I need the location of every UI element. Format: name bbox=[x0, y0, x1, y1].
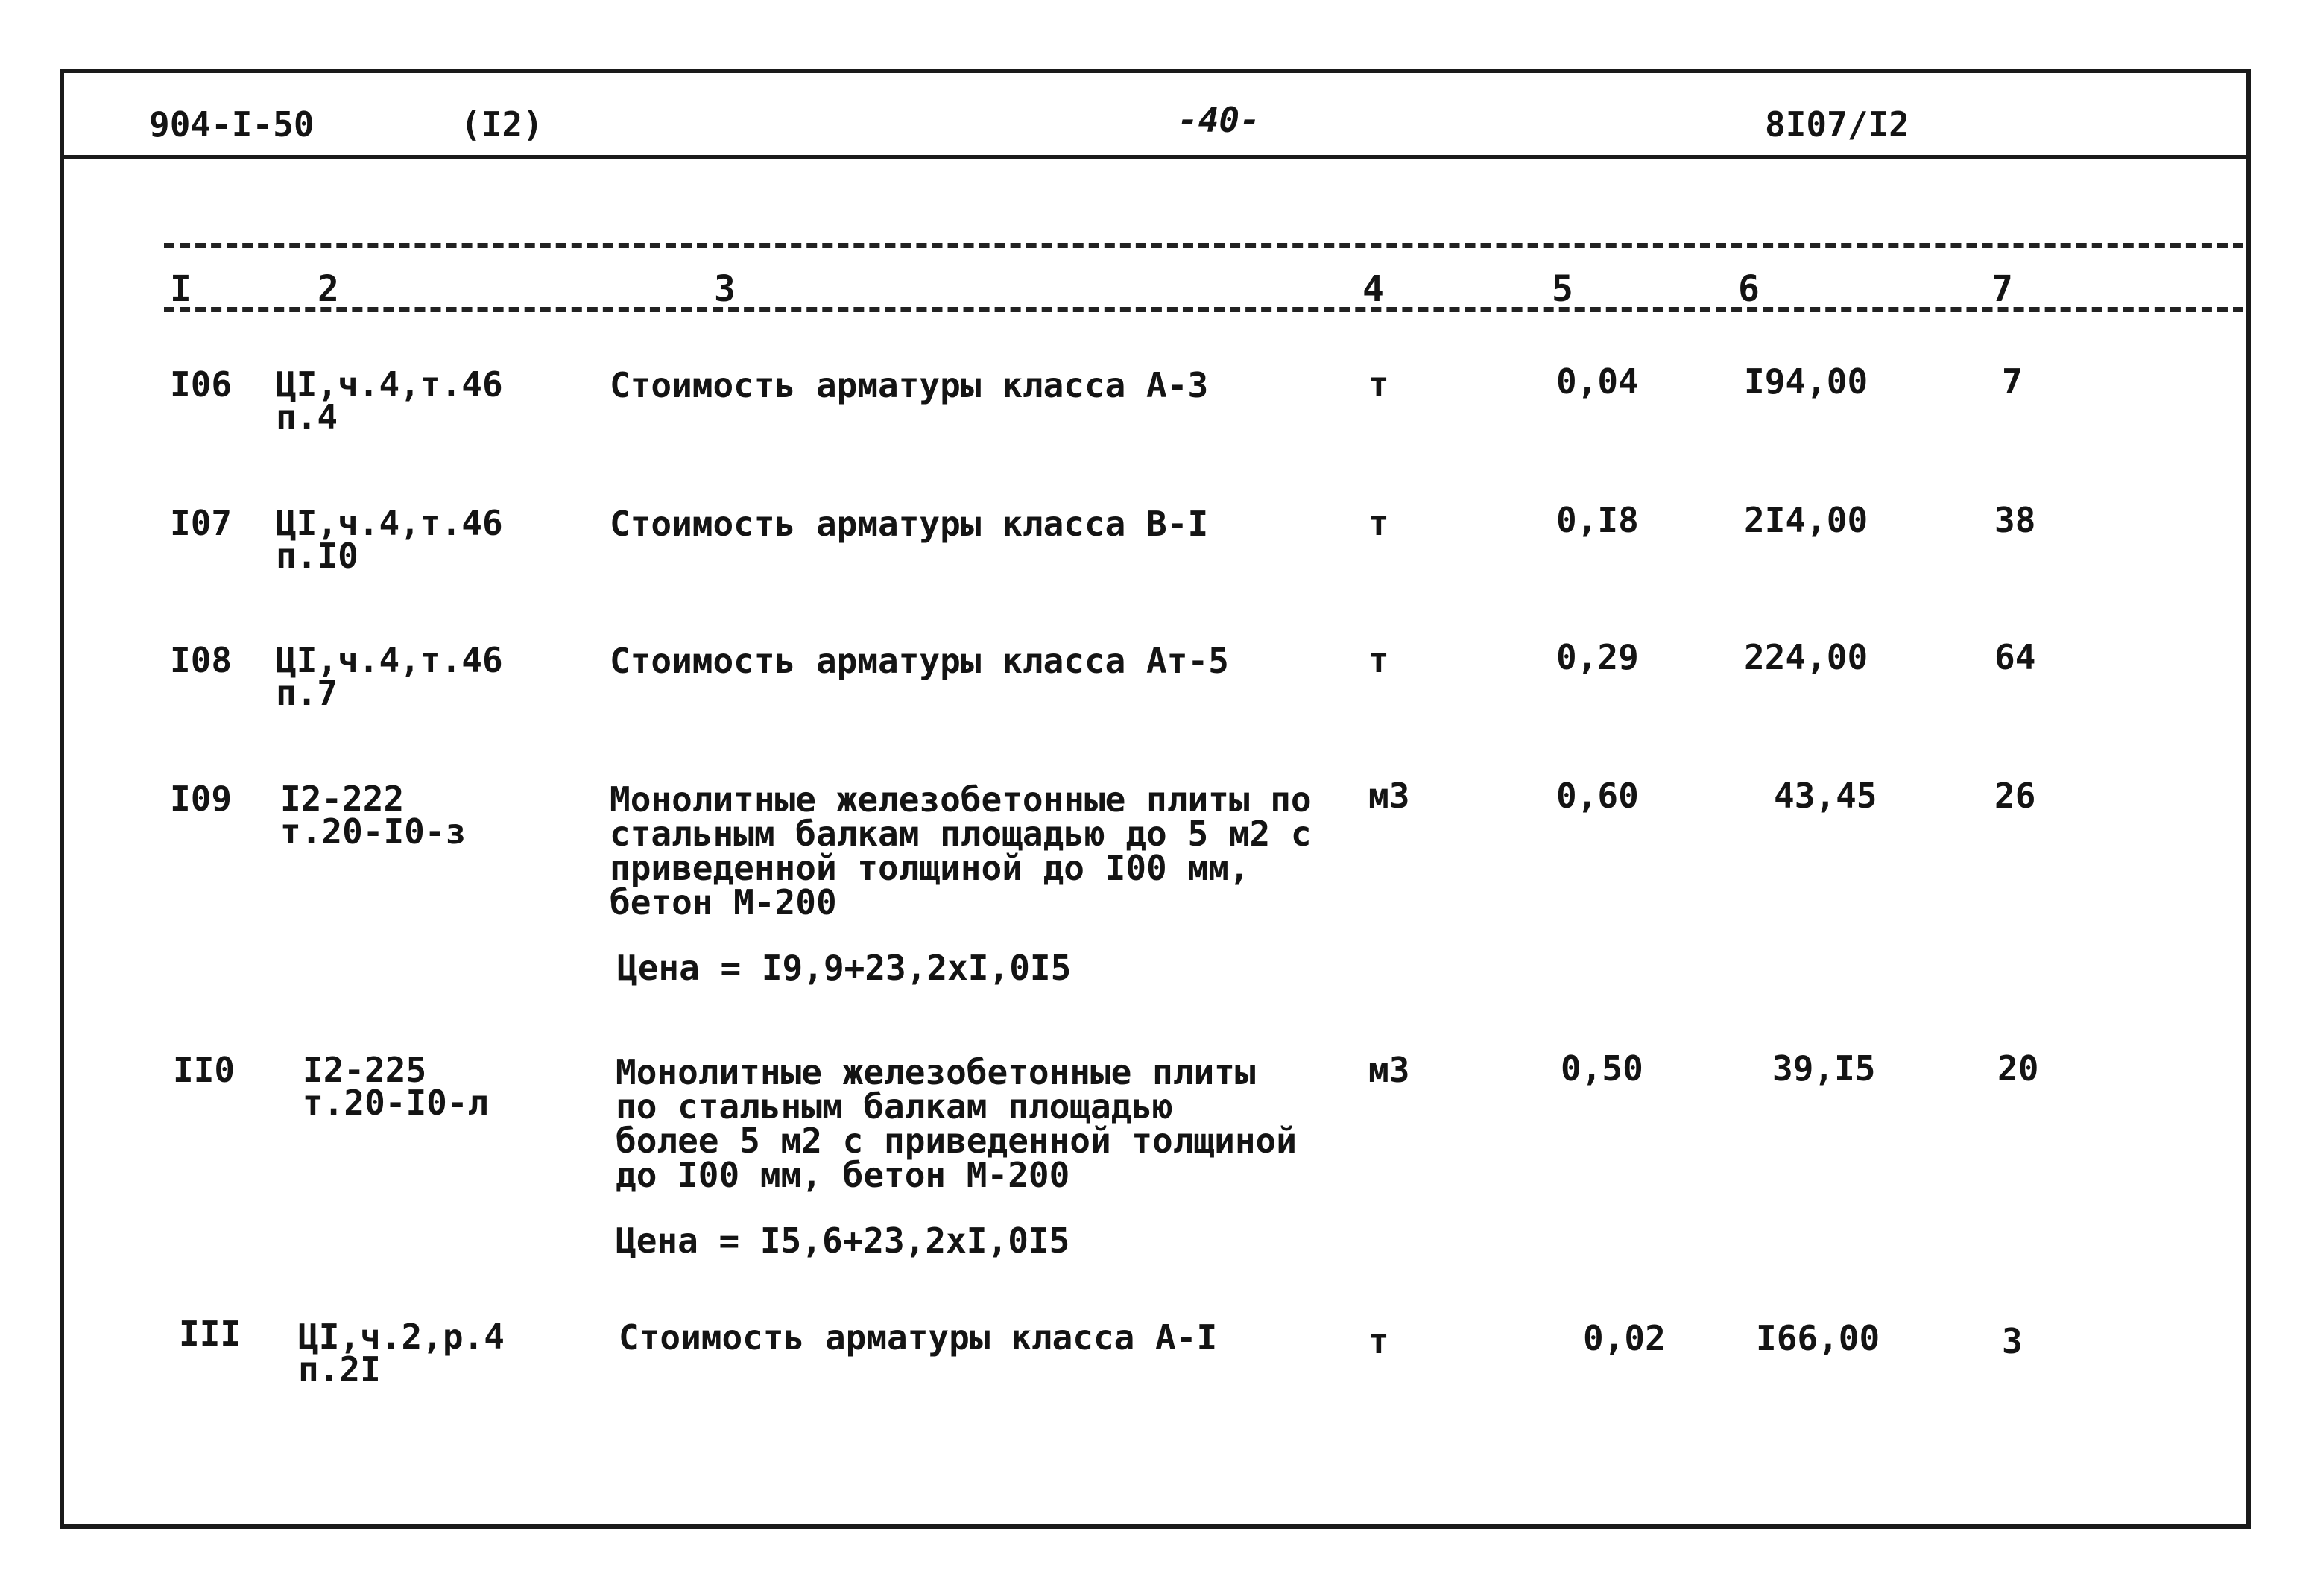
table-top-rule bbox=[164, 243, 2243, 248]
row-total: 38 bbox=[1994, 500, 2036, 540]
col-header-3: 3 bbox=[714, 268, 736, 310]
row-quantity: 0,50 bbox=[1561, 1048, 1643, 1089]
header-rule bbox=[60, 155, 2251, 159]
row-number: I07 bbox=[170, 503, 233, 543]
row-description-line: Стоимость арматуры класса А-I bbox=[619, 1317, 1218, 1358]
row-description-line: до I00 мм, бетон М-200 bbox=[616, 1155, 1070, 1195]
row-number: II0 bbox=[173, 1050, 236, 1090]
row-ref-line: ЦI,ч.4,т.46 bbox=[276, 503, 503, 543]
row-quantity: 0,02 bbox=[1583, 1318, 1666, 1358]
row-total: 20 bbox=[1997, 1048, 2039, 1089]
row-ref-line: т.20-I0-з bbox=[280, 811, 467, 852]
row-number: I06 bbox=[170, 364, 233, 405]
row-unit: м3 bbox=[1368, 776, 1410, 816]
col-header-1: I bbox=[170, 268, 192, 310]
row-price-formula: Цена = I5,6+23,2хI,0I5 bbox=[616, 1220, 1070, 1261]
row-ref-line: п.2I bbox=[298, 1349, 381, 1390]
row-price: 224,00 bbox=[1744, 637, 1868, 677]
row-price: I94,00 bbox=[1744, 361, 1868, 402]
row-ref-line: I2-222 bbox=[280, 779, 405, 819]
row-ref-line: т.20-I0-л bbox=[303, 1083, 489, 1123]
row-ref-line: ЦI,ч.4,т.46 bbox=[276, 640, 503, 680]
sheet-code: 8I07/I2 bbox=[1765, 104, 1909, 145]
doc-code: 904-I-50 bbox=[149, 104, 315, 145]
row-price-formula: Цена = I9,9+23,2хI,0I5 bbox=[617, 948, 1072, 988]
row-description-line: более 5 м2 с приведенной толщиной bbox=[616, 1121, 1297, 1161]
row-description-line: стальным балкам площадью до 5 м2 с bbox=[610, 814, 1312, 854]
row-number: I09 bbox=[170, 779, 233, 819]
row-unit: т bbox=[1368, 364, 1389, 405]
page-number: -40- bbox=[1178, 100, 1260, 140]
row-unit: м3 bbox=[1368, 1050, 1410, 1090]
col-header-4: 4 bbox=[1362, 268, 1384, 310]
row-price: 39,I5 bbox=[1772, 1048, 1876, 1089]
row-unit: т bbox=[1368, 1321, 1389, 1361]
row-ref-line: ЦI,ч.2,р.4 bbox=[298, 1317, 505, 1357]
col-header-2: 2 bbox=[317, 268, 339, 310]
row-description-line: Стоимость арматуры класса Ат-5 bbox=[610, 641, 1229, 681]
row-description-line: приведенной толщиной до I00 мм, bbox=[610, 848, 1250, 888]
row-quantity: 0,60 bbox=[1556, 776, 1639, 816]
row-total: 64 bbox=[1994, 637, 2036, 677]
row-quantity: 0,04 bbox=[1556, 361, 1639, 402]
row-description-line: Монолитные железобетонные плиты по bbox=[610, 779, 1312, 820]
col-header-7: 7 bbox=[1991, 268, 2013, 310]
row-ref-line: п.I0 bbox=[276, 536, 358, 576]
row-description-line: Стоимость арматуры класса А-3 bbox=[610, 365, 1209, 405]
row-quantity: 0,29 bbox=[1556, 637, 1639, 677]
row-description-line: Монолитные железобетонные плиты bbox=[616, 1052, 1256, 1092]
row-description-line: Стоимость арматуры класса В-I bbox=[610, 504, 1209, 544]
row-price: I66,00 bbox=[1756, 1318, 1880, 1358]
row-ref-line: I2-225 bbox=[303, 1050, 427, 1090]
row-unit: т bbox=[1368, 503, 1389, 543]
row-description-line: бетон М-200 bbox=[610, 882, 837, 922]
doc-part: (I2) bbox=[461, 104, 543, 145]
row-total: 7 bbox=[2002, 361, 2023, 402]
row-ref-line: п.4 bbox=[276, 397, 338, 437]
row-quantity: 0,I8 bbox=[1556, 500, 1639, 540]
row-number: III bbox=[179, 1314, 241, 1354]
col-header-5: 5 bbox=[1552, 268, 1573, 310]
row-price: 43,45 bbox=[1774, 776, 1877, 816]
row-ref-line: ЦI,ч.4,т.46 bbox=[276, 364, 503, 405]
row-price: 2I4,00 bbox=[1744, 500, 1868, 540]
row-unit: т bbox=[1368, 640, 1389, 680]
col-header-6: 6 bbox=[1738, 268, 1760, 310]
column-header-rule bbox=[164, 307, 2243, 312]
row-description-line: по стальным балкам площадью bbox=[616, 1086, 1173, 1127]
row-number: I08 bbox=[170, 640, 233, 680]
row-ref-line: п.7 bbox=[276, 673, 338, 713]
row-total: 3 bbox=[2002, 1321, 2023, 1361]
row-total: 26 bbox=[1994, 776, 2036, 816]
